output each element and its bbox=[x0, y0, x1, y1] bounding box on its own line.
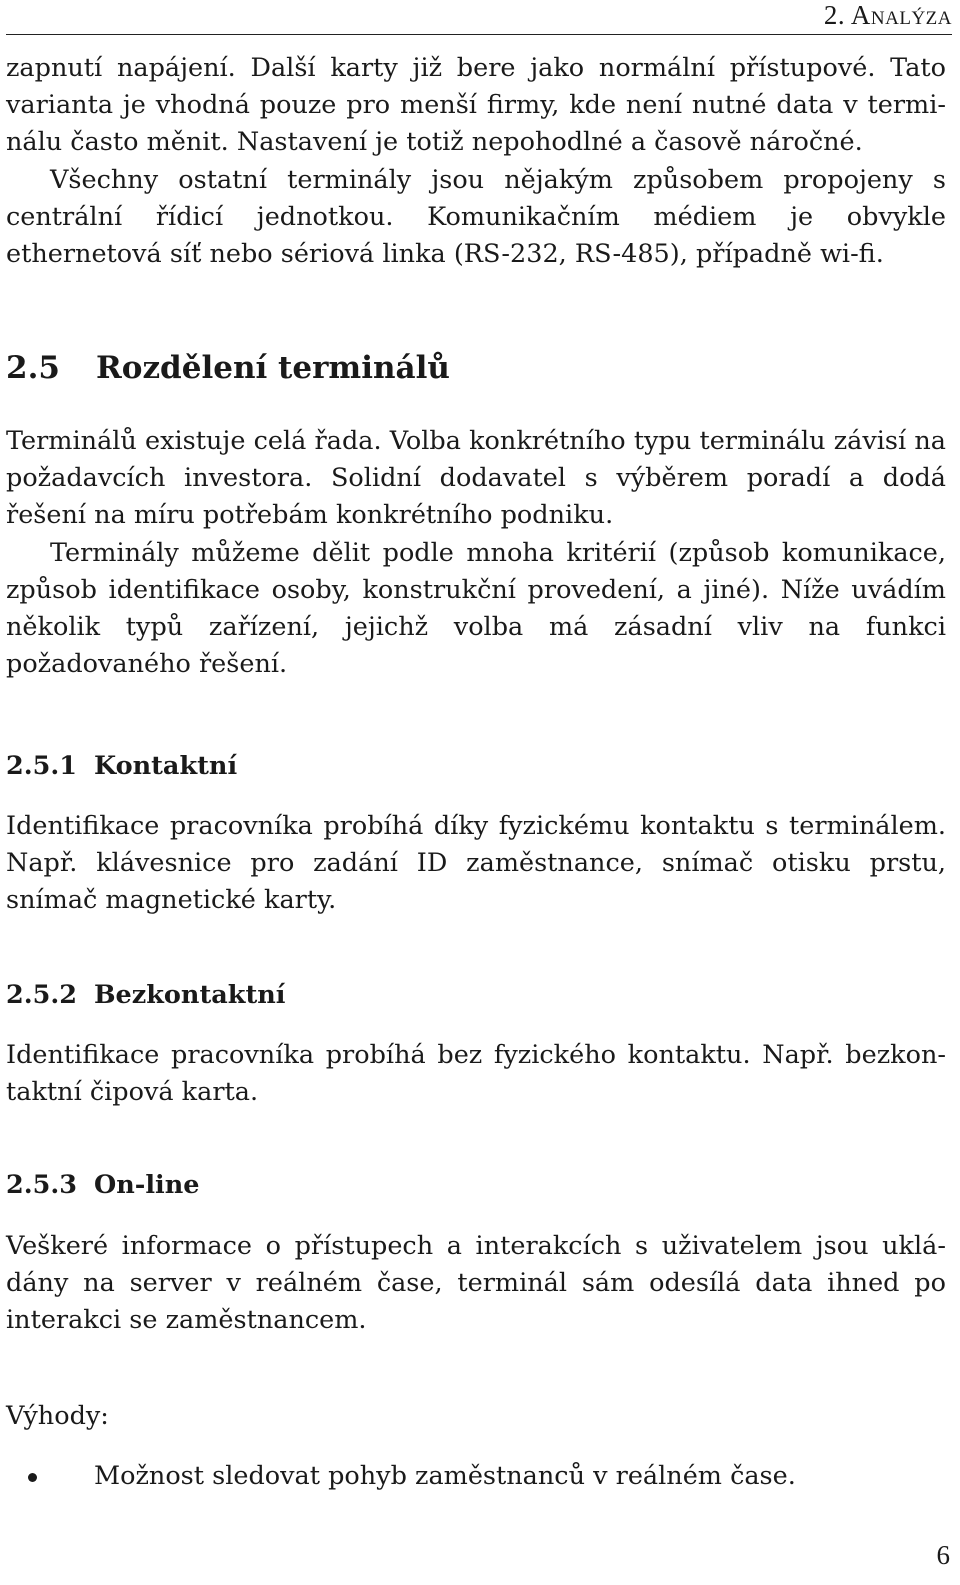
section-2-5-1 bbox=[6, 748, 946, 784]
subsection-number: 2.5.2 bbox=[6, 980, 77, 1010]
continuation-text bbox=[6, 50, 946, 273]
section-heading bbox=[6, 348, 946, 388]
paragraph: Všechny ostatní terminály jsou nějakým způsobem propojeny s centrální řídicí jednotkou. Komunikačním médiem je obvykle ethernetová síť nebo sériová linka (RS-232, RS-485), případně wi-fi. bbox=[6, 164, 946, 270]
section-number: 2.5 bbox=[6, 350, 60, 386]
subsection-title: Kontaktní bbox=[94, 751, 238, 781]
section-2-5-1-body bbox=[6, 808, 946, 920]
advantages-label: Výhody: bbox=[6, 1401, 109, 1431]
subsection-title: On-line bbox=[94, 1170, 200, 1200]
header-rule bbox=[6, 34, 952, 35]
section-2-5-3 bbox=[6, 1167, 946, 1203]
subsection-heading bbox=[6, 748, 946, 784]
paragraph: Identifikace pracovníka probíhá bez fyzického kontaktu. Např. bezkontaktní čipová karta. bbox=[6, 1040, 946, 1108]
advantages-list bbox=[6, 1458, 946, 1495]
paragraph: Terminály můžeme dělit podle mnoha kritérií (způsob komunikace, způsob identifikace osoby, konstrukční provedení, a jiné). Níže uvádím několik typů zařízení, jejichž volba má zásadní vliv na funkci požadovaného řešení. bbox=[6, 537, 946, 680]
paragraph: Veškeré informace o přístupech a interakcích s uživatelem jsou ukládány na server v reálném čase, terminál sám odesílá data ihned po interakci se zaměstnancem. bbox=[6, 1231, 946, 1336]
section-2-5-body bbox=[6, 423, 946, 683]
paragraph: Terminálů existuje celá řada. Volba konkrétního typu terminálu závisí na požadavcích investora. Solidní dodavatel s výběrem poradí a dodá řešení na míru potřebám konkrétního podniku. bbox=[6, 426, 946, 531]
running-head bbox=[824, 0, 952, 31]
section-title: Rozdělení terminálů bbox=[96, 350, 450, 386]
section-2-5-3-body bbox=[6, 1228, 946, 1340]
subsection-heading bbox=[6, 977, 946, 1013]
section-2-5 bbox=[6, 348, 946, 388]
subsection-number: 2.5.1 bbox=[6, 751, 77, 781]
advantages-label-block bbox=[6, 1398, 946, 1435]
running-head-text: 2. Analýza bbox=[823, 0, 952, 30]
subsection-number: 2.5.3 bbox=[6, 1170, 77, 1200]
advantages-list-block bbox=[6, 1458, 946, 1495]
list-item bbox=[6, 1458, 946, 1495]
section-2-5-2 bbox=[6, 977, 946, 1013]
bullet-icon bbox=[28, 1473, 37, 1482]
list-item-text: Možnost sledovat pohyb zaměstnanců v reálném čase. bbox=[94, 1461, 796, 1491]
subsection-title: Bezkontaktní bbox=[94, 980, 286, 1010]
paragraph: Identifikace pracovníka probíhá díky fyzickému kontaktu s terminálem. Např. klávesnice pro zadání ID zaměstnance, snímač otisku prstu, snímač magnetické karty. bbox=[6, 811, 946, 916]
section-2-5-2-body bbox=[6, 1037, 946, 1111]
page-number: 6 bbox=[936, 1540, 950, 1570]
paragraph: zapnutí napájení. Další karty již bere jako normální přístupové. Tato varianta je vhodná pouze pro menší firmy, kde není nutné data v terminálu často měnit. Nastavení je totiž nepohodlné a časově náročné. bbox=[6, 53, 946, 158]
subsection-heading bbox=[6, 1167, 946, 1203]
